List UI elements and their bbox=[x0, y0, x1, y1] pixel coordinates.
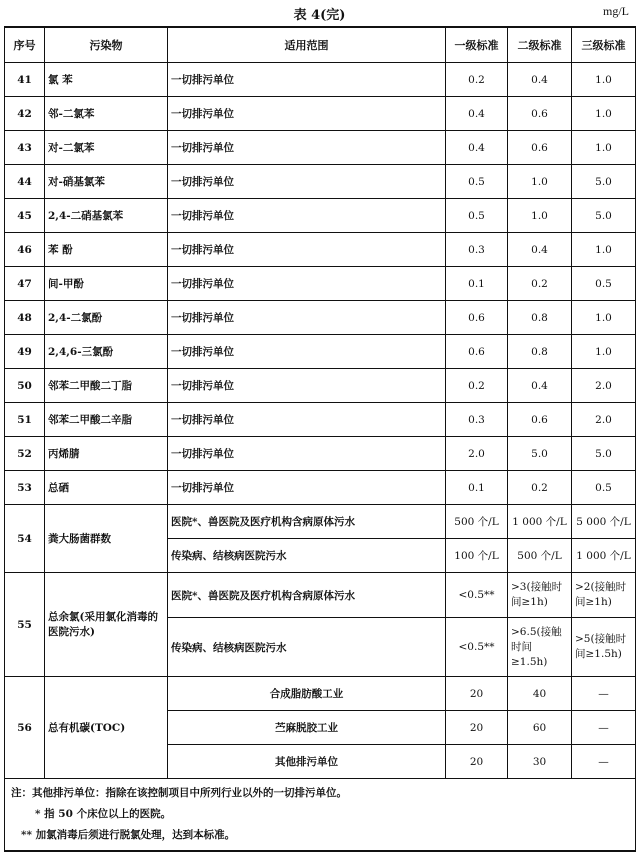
row-std2: 1.0 bbox=[508, 165, 572, 199]
row-pollutant: 对-二氯苯 bbox=[45, 131, 168, 165]
row-no: 44 bbox=[5, 165, 45, 199]
row-std1: 0.2 bbox=[446, 369, 508, 403]
row-std1: 0.5 bbox=[446, 199, 508, 233]
row-std2: >6.5(接触时间≥1.5h) bbox=[508, 618, 572, 677]
row-std3: 0.5 bbox=[572, 267, 636, 301]
row-std2: 0.2 bbox=[508, 267, 572, 301]
row-no: 50 bbox=[5, 369, 45, 403]
row-std1: 0.6 bbox=[446, 301, 508, 335]
table-row bbox=[5, 267, 636, 301]
row-scope: 一切排污单位 bbox=[168, 437, 446, 471]
row-std1: 2.0 bbox=[446, 437, 508, 471]
table-row bbox=[5, 403, 636, 437]
table-row bbox=[5, 63, 636, 97]
row-std1: 0.5 bbox=[446, 165, 508, 199]
row-std2: 0.4 bbox=[508, 63, 572, 97]
row-no: 53 bbox=[5, 471, 45, 505]
row-scope: 苎麻脱胶工业 bbox=[168, 711, 446, 745]
row-std3: 5.0 bbox=[572, 437, 636, 471]
row-scope: 一切排污单位 bbox=[168, 471, 446, 505]
table-row bbox=[5, 437, 636, 471]
row-std3: — bbox=[572, 745, 636, 779]
row-std1: 100 个/L bbox=[446, 539, 508, 573]
table-row bbox=[5, 335, 636, 369]
row-std3: — bbox=[572, 677, 636, 711]
row-no: 49 bbox=[5, 335, 45, 369]
row-scope: 一切排污单位 bbox=[168, 267, 446, 301]
table-row bbox=[5, 505, 636, 539]
row-std2: 0.6 bbox=[508, 97, 572, 131]
row-std3: 0.5 bbox=[572, 471, 636, 505]
row-std2: 5.0 bbox=[508, 437, 572, 471]
row-std1: 0.3 bbox=[446, 403, 508, 437]
row-scope: 一切排污单位 bbox=[168, 63, 446, 97]
table-row bbox=[5, 573, 636, 618]
row-std2: 60 bbox=[508, 711, 572, 745]
row-scope: 医院*、兽医院及医疗机构含病原体污水 bbox=[168, 505, 446, 539]
row-pollutant: 2,4,6-三氯酚 bbox=[45, 335, 168, 369]
unit-label: mg/L bbox=[603, 4, 629, 18]
table-row bbox=[5, 233, 636, 267]
row-pollutant: 总余氯(采用氯化消毒的医院污水) bbox=[45, 573, 168, 677]
table-body bbox=[5, 63, 636, 505]
row-std1: 0.6 bbox=[446, 335, 508, 369]
row-scope: 一切排污单位 bbox=[168, 199, 446, 233]
table-row bbox=[5, 131, 636, 165]
row-std2: 0.2 bbox=[508, 471, 572, 505]
row-std3: 2.0 bbox=[572, 403, 636, 437]
header-std3: 三级标准 bbox=[572, 27, 636, 63]
row-std3: 1.0 bbox=[572, 301, 636, 335]
row-std3: 2.0 bbox=[572, 369, 636, 403]
row-no: 43 bbox=[5, 131, 45, 165]
header-std1: 一级标准 bbox=[446, 27, 508, 63]
header-pollutant: 污染物 bbox=[45, 27, 168, 63]
notes-row bbox=[5, 779, 636, 852]
row-no: 51 bbox=[5, 403, 45, 437]
row-scope: 一切排污单位 bbox=[168, 403, 446, 437]
row-no: 54 bbox=[5, 505, 45, 573]
notes-cell bbox=[5, 779, 636, 852]
note-1: 注：其他排污单位：指除在该控制项目中所列行业以外的一切排污单位。 bbox=[11, 787, 347, 799]
row-pollutant: 邻-二氯苯 bbox=[45, 97, 168, 131]
row-scope: 一切排污单位 bbox=[168, 165, 446, 199]
row-pollutant: 对-硝基氯苯 bbox=[45, 165, 168, 199]
row-std2: 0.4 bbox=[508, 233, 572, 267]
row-scope: 一切排污单位 bbox=[168, 369, 446, 403]
row-std3: 1.0 bbox=[572, 335, 636, 369]
row-std2: 0.8 bbox=[508, 301, 572, 335]
row-no: 46 bbox=[5, 233, 45, 267]
row-pollutant: 邻苯二甲酸二丁脂 bbox=[45, 369, 168, 403]
row-pollutant: 2,4-二硝基氯苯 bbox=[45, 199, 168, 233]
table-title: 表 4(完) bbox=[293, 8, 346, 23]
row-no: 48 bbox=[5, 301, 45, 335]
row-std3: >2(接触时间≥1h) bbox=[572, 573, 636, 618]
row-no: 52 bbox=[5, 437, 45, 471]
note-3: ** 加氯消毒后须进行脱氯处理，达到本标准。 bbox=[21, 829, 236, 841]
header-std2: 二级标准 bbox=[508, 27, 572, 63]
row-std2: 0.6 bbox=[508, 131, 572, 165]
row-std2: 0.6 bbox=[508, 403, 572, 437]
table-row bbox=[5, 97, 636, 131]
row-scope: 其他排污单位 bbox=[168, 745, 446, 779]
header-row bbox=[5, 27, 636, 63]
row-std1: 20 bbox=[446, 711, 508, 745]
header-scope: 适用范围 bbox=[168, 27, 446, 63]
row-pollutant: 总硒 bbox=[45, 471, 168, 505]
row-std1: 0.1 bbox=[446, 471, 508, 505]
table-row bbox=[5, 677, 636, 711]
row-std2: 0.8 bbox=[508, 335, 572, 369]
row-std3: 1.0 bbox=[572, 97, 636, 131]
note-2: * 指 50 个床位以上的医院。 bbox=[35, 808, 172, 820]
row-std2: >3(接触时间≥1h) bbox=[508, 573, 572, 618]
table-row bbox=[5, 369, 636, 403]
table-body-complex bbox=[5, 505, 636, 852]
table-row bbox=[5, 165, 636, 199]
table-row bbox=[5, 471, 636, 505]
row-std1: 0.3 bbox=[446, 233, 508, 267]
row-scope: 一切排污单位 bbox=[168, 233, 446, 267]
row-std1: <0.5** bbox=[446, 573, 508, 618]
row-std2: 1.0 bbox=[508, 199, 572, 233]
row-pollutant: 2,4-二氯酚 bbox=[45, 301, 168, 335]
row-std2: 1 000 个/L bbox=[508, 505, 572, 539]
row-std1: 0.4 bbox=[446, 97, 508, 131]
row-pollutant: 间-甲酚 bbox=[45, 267, 168, 301]
row-scope: 传染病、结核病医院污水 bbox=[168, 539, 446, 573]
row-pollutant: 邻苯二甲酸二辛脂 bbox=[45, 403, 168, 437]
table-row bbox=[5, 301, 636, 335]
row-no: 42 bbox=[5, 97, 45, 131]
row-std2: 0.4 bbox=[508, 369, 572, 403]
header-no: 序号 bbox=[5, 27, 45, 63]
row-no: 45 bbox=[5, 199, 45, 233]
row-std1: 0.1 bbox=[446, 267, 508, 301]
row-std1: 500 个/L bbox=[446, 505, 508, 539]
row-std1: <0.5** bbox=[446, 618, 508, 677]
row-pollutant: 氯 苯 bbox=[45, 63, 168, 97]
row-std3: 5 000 个/L bbox=[572, 505, 636, 539]
row-std1: 0.2 bbox=[446, 63, 508, 97]
row-pollutant: 丙烯腈 bbox=[45, 437, 168, 471]
row-no: 41 bbox=[5, 63, 45, 97]
row-std2: 30 bbox=[508, 745, 572, 779]
row-std3: — bbox=[572, 711, 636, 745]
row-pollutant: 粪大肠菌群数 bbox=[45, 505, 168, 573]
row-scope: 一切排污单位 bbox=[168, 335, 446, 369]
row-std3: 1.0 bbox=[572, 63, 636, 97]
pollutant-standards-table bbox=[4, 26, 636, 852]
row-std1: 20 bbox=[446, 745, 508, 779]
row-pollutant: 总有机碳(TOC) bbox=[45, 677, 168, 779]
row-scope: 一切排污单位 bbox=[168, 97, 446, 131]
row-std1: 20 bbox=[446, 677, 508, 711]
row-no: 47 bbox=[5, 267, 45, 301]
row-scope: 合成脂肪酸工业 bbox=[168, 677, 446, 711]
row-scope: 一切排污单位 bbox=[168, 131, 446, 165]
row-no: 56 bbox=[5, 677, 45, 779]
row-std2: 40 bbox=[508, 677, 572, 711]
row-std3: 1 000 个/L bbox=[572, 539, 636, 573]
row-std3: 5.0 bbox=[572, 165, 636, 199]
row-std3: 1.0 bbox=[572, 233, 636, 267]
row-std2: 500 个/L bbox=[508, 539, 572, 573]
row-scope: 一切排污单位 bbox=[168, 301, 446, 335]
row-scope: 医院*、兽医院及医疗机构含病原体污水 bbox=[168, 573, 446, 618]
row-scope: 传染病、结核病医院污水 bbox=[168, 618, 446, 677]
row-std3: >5(接触时间≥1.5h) bbox=[572, 618, 636, 677]
row-no: 55 bbox=[5, 573, 45, 677]
row-std3: 5.0 bbox=[572, 199, 636, 233]
row-pollutant: 苯 酚 bbox=[45, 233, 168, 267]
table-row bbox=[5, 199, 636, 233]
row-std3: 1.0 bbox=[572, 131, 636, 165]
row-std1: 0.4 bbox=[446, 131, 508, 165]
